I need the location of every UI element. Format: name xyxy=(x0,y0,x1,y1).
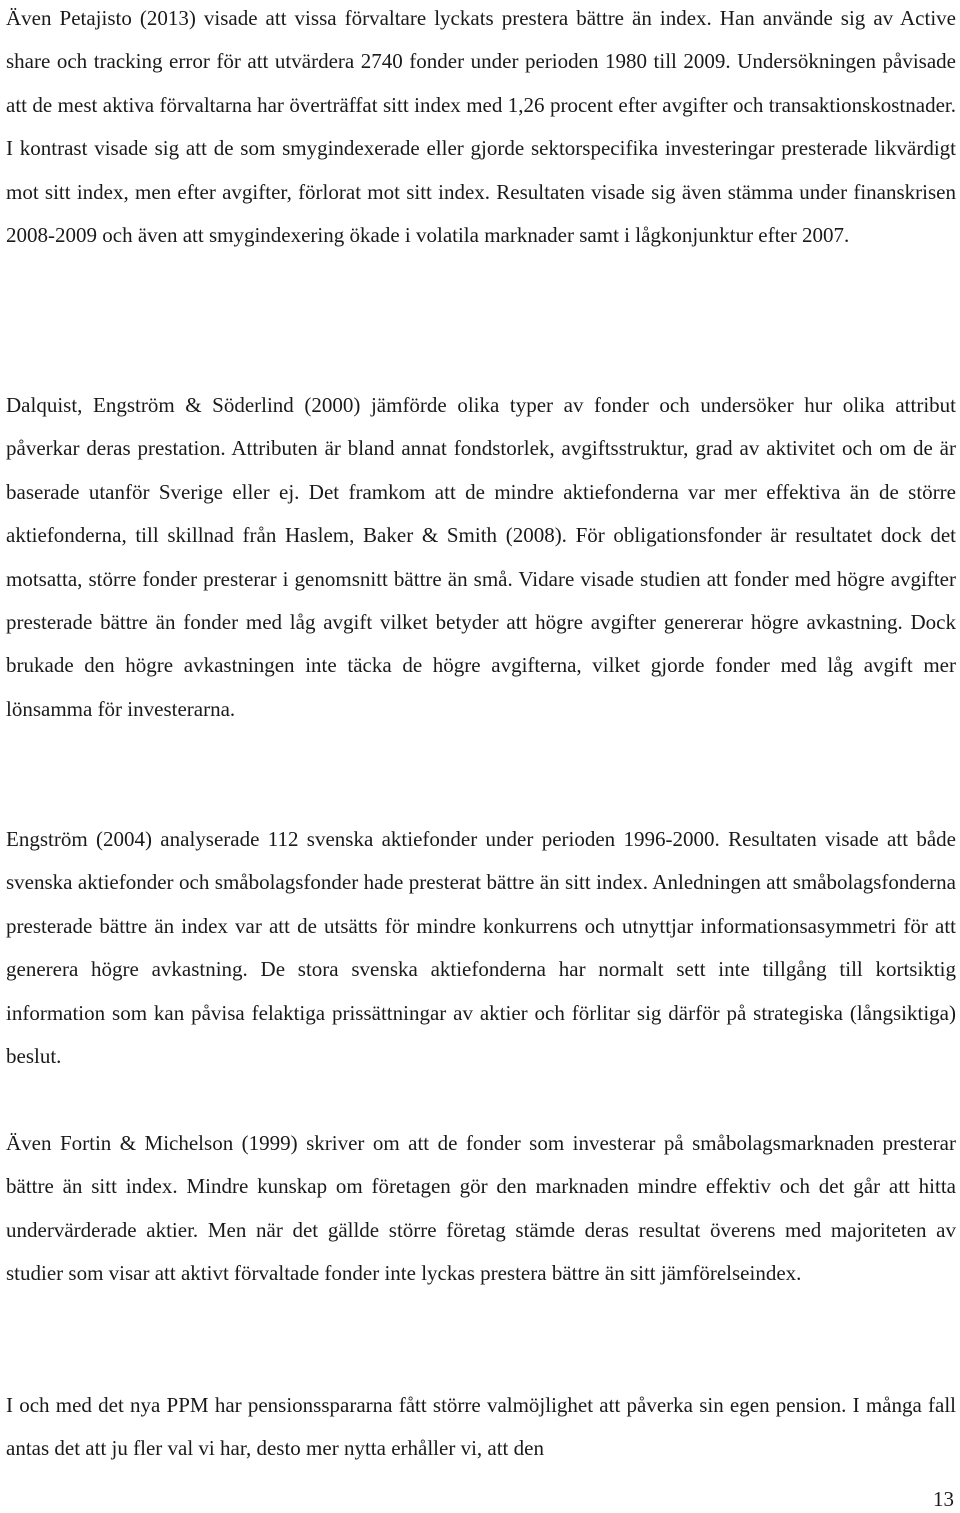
paragraph-fortin-michelson: Även Fortin & Michelson (1999) skriver om att de fonder som investerar på småbolagsmarknaden presterar bättre än sitt index. Mindre kunskap om företagen gör den marknaden mindre effektiv och det går att hitta undervärderade aktier. Men när det gällde större företag stämde deras resultat överens med majoriteten av studier som visar att aktivt förvaltade fonder inte lyckas prestera bättre än sitt jämförelseindex. xyxy=(6,1131,956,1286)
paragraph-dalquist: Dalquist, Engström & Söderlind (2000) jämförde olika typer av fonder och undersöker hur olika attribut påverkar deras prestation. Attributen är bland annat fondstorlek, avgiftsstruktur, grad av aktivitet och om de är baserade utanför Sverige eller ej. Det framkom att de mindre aktiefonderna var mer effektiva än de större aktiefonderna, till skillnad från Haslem, Baker & Smith (2008). För obligationsfonder är resultatet dock det motsatta, större fonder presterar i genomsnitt bättre än små. Vidare visade studien att fonder med högre avgifter presterade bättre än fonder med låg avgift vilket betyder att högre avgifter genererar högre avkastning. Dock brukade den högre avkastningen inte täcka de högre avgifterna, vilket gjorde fonder med låg avgift mer lönsamma för investerarna. xyxy=(6,393,956,721)
paragraph-petajisto: Även Petajisto (2013) visade att vissa förvaltare lyckats prestera bättre än index. Han använde sig av Active share och tracking error för att utvärdera 2740 fonder under perioden 1980 till 2009. Undersökningen påvisade att de mest aktiva förvaltarna har överträffat sitt index med 1,26 procent efter avgifter och transaktionskostnader. I kontrast visade sig att de som smygindexerade eller gjorde sektorspecifika investeringar presterade likvärdigt mot sitt index, men efter avgifter, förlorat mot sitt index. Resultaten visade sig även stämma under finanskrisen 2008-2009 och även att smygindexering ökade i volatila marknader samt i lågkonjunktur efter 2007. xyxy=(6,6,956,248)
paragraph-ppm: I och med det nya PPM har pensionsspararna fått större valmöjlighet att påverka sin egen pension. I många fall antas det att ju fler val vi har, desto mer nytta erhåller vi, att den xyxy=(6,1393,956,1461)
page-number: 13 xyxy=(933,1487,954,1511)
paragraph-engstrom: Engström (2004) analyserade 112 svenska aktiefonder under perioden 1996-2000. Resultaten visade att både svenska aktiefonder och småbolagsfonder hade presterat bättre än sitt index. Anledningen att småbolagsfonderna presterade bättre än index var att de utsätts för mindre konkurrens och utnyttjar informationsasymmetri för att generera högre avkastning. De stora svenska aktiefonderna har normalt sett inte tillgång till kortsiktig information som kan påvisa felaktiga prissättningar av aktier och förlitar sig därför på strategiska (långsiktiga) beslut. xyxy=(6,827,956,1069)
